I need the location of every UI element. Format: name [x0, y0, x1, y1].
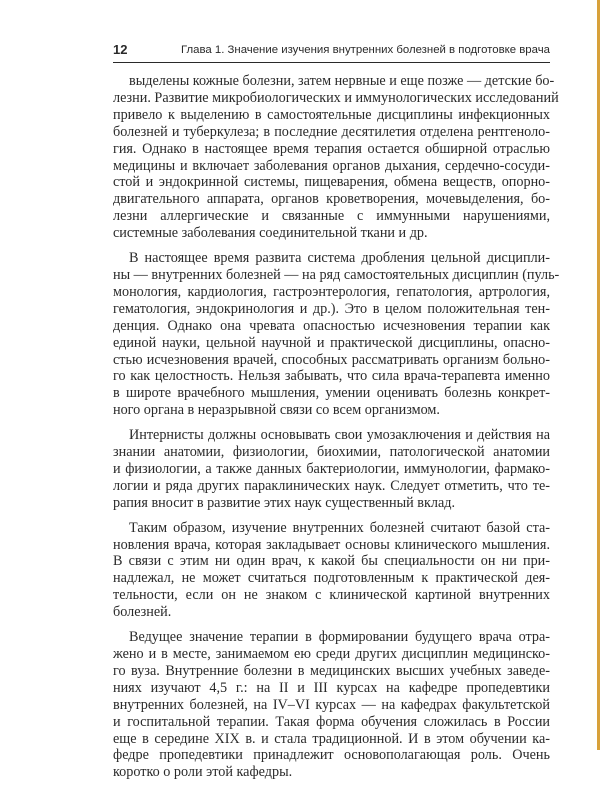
text-line: ниях изучают 4,5 г.: на II и III курсах на кафедре пропедевтики — [113, 679, 550, 696]
text-line: гия. Однако в настоящее время терапия остается обширной отраслью — [113, 140, 550, 157]
text-line: федре пропедевтики принадлежит основополагающая роль. Очень — [113, 747, 550, 764]
paragraph-1 — [113, 73, 559, 242]
text-line: рапия вносит в развитие этих наук существенный вклад. — [113, 494, 456, 511]
text-line: внутренних болезней, на IV–VI курсах — на кафедрах факультетской — [113, 696, 550, 713]
text-line: гематология, эндокринология и др.). Это в целом положительная тен- — [113, 300, 550, 317]
text-line: выделены кожные болезни, затем нервные и еще позже — детские бо- — [129, 73, 555, 89]
page-header — [113, 42, 550, 63]
text-line: логии и ряда других параклинических наук. Следует отметить, что те- — [113, 477, 550, 494]
text-line: стой и эндокринной системы, пищеварения, обмена веществ, опорно- — [113, 174, 550, 191]
text-line: системные заболевания соединительной ткани и др. — [113, 225, 428, 242]
text-line: ного органа в неразрывной связи со всем организмом. — [113, 402, 440, 419]
text-line: Ведущее значение терапии в формировании будущего врача отра- — [129, 629, 550, 646]
running-head: Глава 1. Значение изучения внутренних болезней в подготовке врача — [180, 44, 550, 56]
text-line: еще в середине XIX в. и стала традиционной. И в этом обучении ка- — [113, 730, 550, 747]
text-line: стью исчезновения врачей, способных рассматривать организм больно- — [113, 351, 550, 368]
text-line: болезней. — [113, 604, 172, 621]
text-line: новления врача, которая закладывает основы клинического мышления. — [113, 536, 550, 553]
text-line: монология, кардиология, гастроэнтерология, гепатология, артрология, — [113, 283, 550, 300]
text-line: ны — внутренних болезней — на ряд самостоятельных дисциплин (пуль- — [113, 266, 560, 283]
text-line: го вуза. Внутренние болезни в медицинских высших учебных заведе- — [113, 662, 550, 679]
paragraph-4 — [113, 520, 550, 621]
text-line: тельности, если он не знаком с клинической картиной внутренних — [113, 587, 550, 604]
text-line: В связи с этим ни один врач, к какой бы специальности он ни при- — [113, 553, 550, 570]
text-line: лезни. Развитие микробиологических и иммунологических исследований — [113, 89, 559, 106]
text-line: жено и в месте, занимаемом ею среди других дисциплин медицинско- — [113, 646, 550, 662]
page-number: 12 — [113, 42, 128, 57]
text-line: денция. Однако она чревата опасностью исчезновения терапии как — [113, 317, 550, 334]
paragraph-2 — [113, 250, 560, 419]
text-line: Интернисты должны основывать свои умозаключения и действия на — [129, 427, 550, 444]
paragraph-3 — [113, 427, 550, 512]
text-line: коротко о роли этой кафедры. — [113, 764, 293, 781]
paragraph-5 — [113, 629, 550, 781]
text-line: медицины и включает заболевания органов дыхания, сердечно-сосуди- — [113, 157, 550, 174]
text-line: лезни аллергические и связанные с иммунными нарушениями, — [113, 208, 550, 225]
text-line: знании анатомии, физиологии, биохимии, патологической анатомии — [113, 444, 550, 461]
text-line: двигательного аппарата, органов кроветворения, мочевыделения, бо- — [113, 191, 550, 208]
text-line: единой науки, цельной научной и практической дисциплины, опасно- — [113, 334, 550, 351]
text-line: надлежал, не может считаться подготовленным к практической дея- — [113, 570, 550, 587]
text-line: привело к выделению в самостоятельные дисциплины инфекционных — [113, 106, 550, 123]
text-line: В настоящее время развита система дробления цельной дисципли- — [129, 250, 550, 267]
body-text — [113, 73, 560, 789]
text-line: Таким образом, изучение внутренних болезней считают базой ста- — [129, 519, 550, 536]
text-line: болезней и туберкулеза; в последние десятилетия отделена рентгеноло- — [113, 123, 550, 140]
text-line: и госпитальной терапии. Такая форма обучения сложилась в России — [113, 713, 550, 730]
text-line: в широте врачебного мышления, умении оценивать болезнь конкрет- — [113, 385, 550, 402]
text-line: го как целостность. Нельзя забывать, что сила врача-терапевта именно — [113, 368, 550, 385]
text-line: и физиологии, а также данных бактериологии, иммунологии, фармако- — [113, 460, 550, 477]
